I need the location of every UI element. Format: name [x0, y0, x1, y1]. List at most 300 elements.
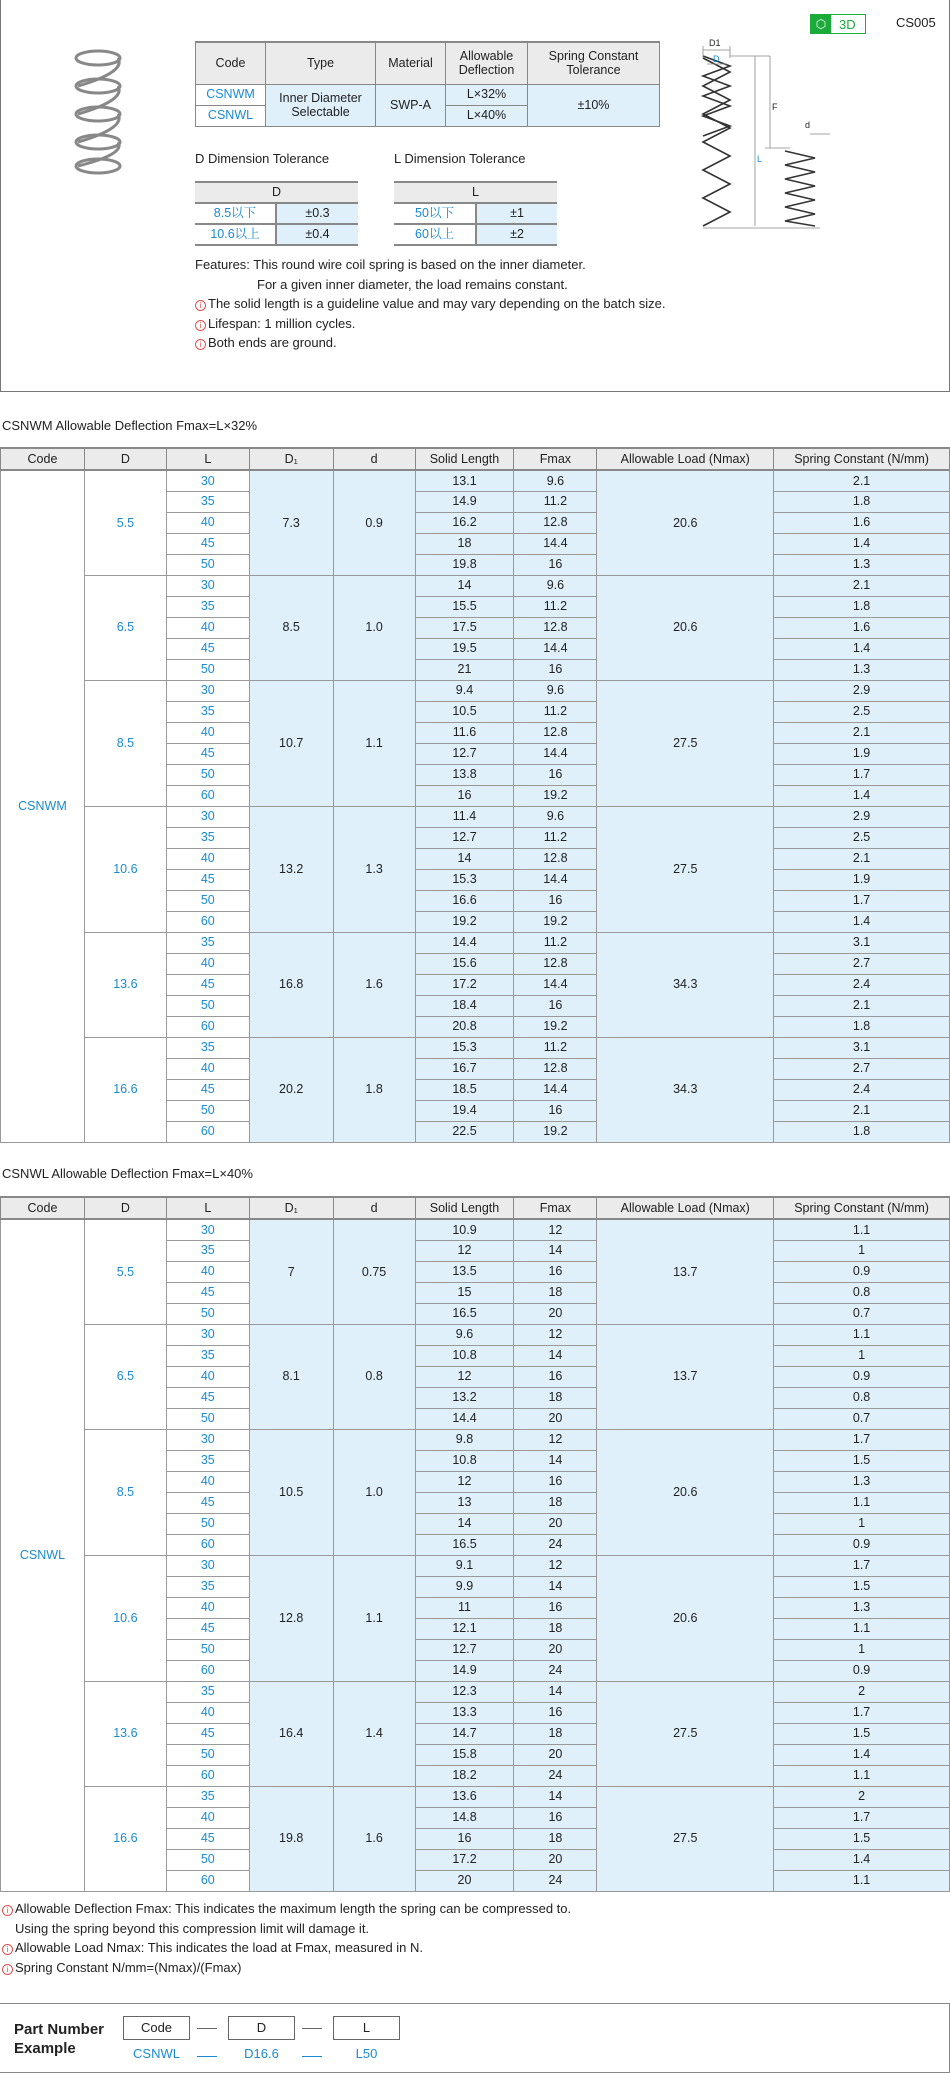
fmax-cell: 11.2 [514, 1037, 597, 1058]
note-text: The solid length is a guideline value and may vary depending on the batch size. [208, 296, 666, 311]
l-cell[interactable]: 35 [166, 596, 249, 617]
product-code: CS005 [896, 15, 936, 30]
l-cell[interactable]: 45 [166, 1828, 249, 1849]
l-cell[interactable]: 35 [166, 491, 249, 512]
fmax-cell: 16 [514, 1807, 597, 1828]
wire-d-cell: 0.9 [333, 470, 415, 575]
l-cell[interactable]: 50 [166, 659, 249, 680]
header-allowable-load: Allowable Load (Nmax) [597, 448, 774, 470]
solid-length-cell: 13.3 [415, 1702, 514, 1723]
header-code: Code [1, 448, 85, 470]
header-solid-length: Solid Length [415, 448, 514, 470]
l-cell[interactable]: 30 [166, 1555, 249, 1576]
l-cell[interactable]: 60 [166, 1870, 249, 1891]
d-cell[interactable]: 13.6 [84, 932, 166, 1037]
l-cell[interactable]: 45 [166, 1387, 249, 1408]
features-block [195, 255, 665, 353]
fmax-cell: 14 [514, 1576, 597, 1597]
l-cell[interactable]: 50 [166, 764, 249, 785]
l-cell[interactable]: 60 [166, 1016, 249, 1037]
spring-constant-cell: 1.7 [774, 1807, 950, 1828]
solid-length-cell: 15.3 [415, 1037, 514, 1058]
spring-constant-cell: 1 [774, 1513, 950, 1534]
l-cell[interactable]: 35 [166, 1037, 249, 1058]
fmax-cell: 18 [514, 1828, 597, 1849]
fmax-cell: 18 [514, 1492, 597, 1513]
spring-constant-cell: 1.4 [774, 1849, 950, 1870]
fmax-cell: 16 [514, 554, 597, 575]
pn-label: Part Number [14, 2021, 105, 2038]
wire-d-cell: 0.75 [333, 1219, 415, 1324]
allowable-load-cell: 20.6 [597, 1429, 774, 1555]
d-cell[interactable]: 13.6 [84, 1681, 166, 1786]
allowable-load-cell: 27.5 [597, 1786, 774, 1891]
solid-length-cell: 16.6 [415, 890, 514, 911]
spring-constant-cell: 1.7 [774, 764, 950, 785]
solid-length-cell: 14.7 [415, 1723, 514, 1744]
fmax-cell: 20 [514, 1744, 597, 1765]
spring-constant-cell: 1.1 [774, 1219, 950, 1240]
l-cell[interactable]: 35 [166, 1576, 249, 1597]
l-cell[interactable]: 30 [166, 1324, 249, 1345]
label-wire-d: d [805, 120, 811, 130]
fmax-cell: 14 [514, 1786, 597, 1807]
allowable-load-cell: 34.3 [597, 932, 774, 1037]
fmax-cell: 11.2 [514, 827, 597, 848]
label-d: D [713, 54, 720, 64]
l-cell[interactable]: 40 [166, 1366, 249, 1387]
d-cell[interactable]: 8.5 [84, 680, 166, 806]
fmax-cell: 11.2 [514, 491, 597, 512]
d1-cell: 20.2 [249, 1037, 333, 1142]
csnwm-spec-table [0, 447, 950, 1143]
l-cell[interactable]: 30 [166, 1219, 249, 1240]
header-spring-constant: Spring Constant (N/mm) [774, 448, 950, 470]
solid-length-cell: 12.1 [415, 1618, 514, 1639]
fmax-cell: 16 [514, 995, 597, 1016]
d1-cell: 10.5 [249, 1429, 333, 1555]
pn-box-d: D [228, 2016, 295, 2040]
d-cell[interactable]: 10.6 [84, 806, 166, 932]
spring-constant-cell: 2.9 [774, 680, 950, 701]
spring-constant-cell: 1.1 [774, 1870, 950, 1891]
d-cell[interactable]: 6.5 [84, 575, 166, 680]
l-cell[interactable]: 50 [166, 1100, 249, 1121]
spring-constant-cell: 1.8 [774, 491, 950, 512]
solid-length-cell: 16.5 [415, 1534, 514, 1555]
d-cell[interactable]: 5.5 [84, 470, 166, 575]
l-cell[interactable]: 45 [166, 974, 249, 995]
spring-constant-cell: 2.1 [774, 470, 950, 491]
spring-constant-cell: 2.7 [774, 953, 950, 974]
solid-length-cell: 21 [415, 659, 514, 680]
fmax-cell: 14.4 [514, 533, 597, 554]
l-cell[interactable]: 45 [166, 533, 249, 554]
l-cell[interactable]: 50 [166, 1639, 249, 1660]
d1-cell: 7.3 [249, 470, 333, 575]
spring-dimension-diagram [695, 38, 835, 248]
pn-label: Example [14, 2040, 76, 2057]
spring-constant-cell: 1.5 [774, 1723, 950, 1744]
l-cell[interactable]: 45 [166, 869, 249, 890]
l-cell[interactable]: 35 [166, 1786, 249, 1807]
spring-constant-cell: 3.1 [774, 932, 950, 953]
fmax-cell: 12.8 [514, 722, 597, 743]
spring-constant-cell: 2.4 [774, 974, 950, 995]
l-cell[interactable]: 60 [166, 911, 249, 932]
solid-length-cell: 14 [415, 848, 514, 869]
solid-length-cell: 13 [415, 1492, 514, 1513]
spring-constant-cell: 1.5 [774, 1450, 950, 1471]
l-cell[interactable]: 35 [166, 1681, 249, 1702]
l-cell[interactable]: 50 [166, 554, 249, 575]
l-cell[interactable]: 40 [166, 953, 249, 974]
table-row [1, 932, 950, 953]
spring-constant-cell: 1.3 [774, 1597, 950, 1618]
solid-length-cell: 9.4 [415, 680, 514, 701]
table-row [1, 1324, 950, 1345]
solid-length-cell: 16.7 [415, 1058, 514, 1079]
header-tolerance: Spring Constant Tolerance [528, 42, 660, 84]
l-cell[interactable]: 60 [166, 785, 249, 806]
spring-constant-cell: 0.9 [774, 1261, 950, 1282]
header-material: Material [376, 42, 446, 84]
l-tolerance-table [394, 181, 557, 246]
solid-length-cell: 10.9 [415, 1219, 514, 1240]
d-cell[interactable]: 16.6 [84, 1786, 166, 1891]
wire-d-cell: 1.8 [333, 1037, 415, 1142]
l-cell[interactable]: 30 [166, 806, 249, 827]
spring-constant-cell: 1.3 [774, 1471, 950, 1492]
solid-length-cell: 12.7 [415, 743, 514, 764]
l-cell[interactable]: 60 [166, 1121, 249, 1142]
solid-length-cell: 20.8 [415, 1016, 514, 1037]
code-link-csnwl[interactable]: CSNWL [196, 105, 266, 126]
d-cell[interactable]: 10.6 [84, 1555, 166, 1681]
fmax-cell: 16 [514, 1366, 597, 1387]
d-cell[interactable]: 6.5 [84, 1324, 166, 1429]
feature-note [195, 333, 665, 353]
solid-length-cell: 11 [415, 1597, 514, 1618]
allowable-load-cell: 20.6 [597, 1555, 774, 1681]
code-cell[interactable]: CSNWM [1, 470, 85, 1142]
fmax-cell: 19.2 [514, 911, 597, 932]
table-row [1, 806, 950, 827]
d-cell[interactable]: 16.6 [84, 1037, 166, 1142]
l-cell[interactable]: 30 [166, 680, 249, 701]
allowable-load-cell: 20.6 [597, 470, 774, 575]
pn-box-l: L [333, 2016, 400, 2040]
table-row [1, 1429, 950, 1450]
header-allowable-load: Allowable Load (Nmax) [597, 1197, 774, 1219]
fmax-cell: 19.2 [514, 785, 597, 806]
d1-cell: 10.7 [249, 680, 333, 806]
spring-constant-cell: 1 [774, 1345, 950, 1366]
l-cell[interactable]: 35 [166, 1345, 249, 1366]
spring-constant-cell: 1.7 [774, 1555, 950, 1576]
spring-constant-cell: 1.4 [774, 911, 950, 932]
fmax-cell: 16 [514, 1471, 597, 1492]
l-tolerance-value: ±2 [476, 224, 557, 245]
wire-d-cell: 1.0 [333, 575, 415, 680]
l-cell[interactable]: 40 [166, 1702, 249, 1723]
table-row [1, 1786, 950, 1807]
header-wire-d: d [333, 1197, 415, 1219]
pn-value-l: L50 [355, 2046, 378, 2061]
spring-constant-cell: 0.9 [774, 1366, 950, 1387]
allowable-load-cell: 27.5 [597, 680, 774, 806]
l-cell[interactable]: 35 [166, 932, 249, 953]
fmax-cell: 16 [514, 1261, 597, 1282]
solid-length-cell: 12.7 [415, 1639, 514, 1660]
header-type: Type [266, 42, 376, 84]
code-link-csnwm[interactable]: CSNWM [196, 84, 266, 105]
spring-constant-cell: 1.7 [774, 1429, 950, 1450]
l-cell[interactable]: 50 [166, 1744, 249, 1765]
fmax-cell: 20 [514, 1639, 597, 1660]
label-l: L [757, 154, 763, 164]
solid-length-cell: 22.5 [415, 1121, 514, 1142]
fmax-cell: 9.6 [514, 470, 597, 491]
fmax-cell: 14.4 [514, 974, 597, 995]
csnwl-spec-table [0, 1196, 950, 1892]
fmax-cell: 16 [514, 890, 597, 911]
solid-length-cell: 14.4 [415, 932, 514, 953]
d-tolerance-value: ±0.4 [276, 224, 358, 245]
fmax-cell: 14 [514, 1681, 597, 1702]
solid-length-cell: 12.3 [415, 1681, 514, 1702]
header-fmax: Fmax [514, 448, 597, 470]
spring-constant-cell: 0.8 [774, 1387, 950, 1408]
fmax-cell: 12 [514, 1219, 597, 1240]
solid-length-cell: 13.5 [415, 1261, 514, 1282]
solid-length-cell: 13.8 [415, 764, 514, 785]
fmax-cell: 12.8 [514, 848, 597, 869]
fmax-cell: 9.6 [514, 806, 597, 827]
spring-constant-cell: 1 [774, 1639, 950, 1660]
d-tolerance-value: ±0.3 [276, 203, 358, 224]
solid-length-cell: 10.8 [415, 1345, 514, 1366]
d-cell[interactable]: 5.5 [84, 1219, 166, 1324]
wire-d-cell: 1.0 [333, 1429, 415, 1555]
tolerance-cell: ±10% [528, 84, 660, 126]
fmax-cell: 9.6 [514, 575, 597, 596]
wire-d-cell: 1.1 [333, 1555, 415, 1681]
l-cell[interactable]: 50 [166, 1849, 249, 1870]
solid-length-cell: 12 [415, 1366, 514, 1387]
fmax-cell: 18 [514, 1723, 597, 1744]
l-cell[interactable]: 45 [166, 1492, 249, 1513]
l-cell[interactable]: 40 [166, 1261, 249, 1282]
l-cell[interactable]: 45 [166, 1618, 249, 1639]
solid-length-cell: 12.7 [415, 827, 514, 848]
solid-length-cell: 19.8 [415, 554, 514, 575]
l-cell[interactable]: 50 [166, 890, 249, 911]
l-cell[interactable]: 45 [166, 638, 249, 659]
solid-length-cell: 13.6 [415, 1786, 514, 1807]
solid-length-cell: 16.2 [415, 512, 514, 533]
table-row [1, 1219, 950, 1240]
fmax-cell: 11.2 [514, 701, 597, 722]
solid-length-cell: 12 [415, 1240, 514, 1261]
l-cell[interactable]: 40 [166, 1807, 249, 1828]
spring-constant-cell: 1.6 [774, 617, 950, 638]
l-cell[interactable]: 50 [166, 995, 249, 1016]
cube-icon: ⬡ [811, 15, 831, 33]
table-row [1, 680, 950, 701]
l-cell[interactable]: 40 [166, 512, 249, 533]
wire-d-cell: 1.6 [333, 1786, 415, 1891]
fmax-cell: 14.4 [514, 869, 597, 890]
info-icon: i [195, 320, 206, 331]
fmax-cell: 12 [514, 1555, 597, 1576]
fmax-cell: 19.2 [514, 1016, 597, 1037]
d1-cell: 19.8 [249, 1786, 333, 1891]
spring-constant-cell: 1.4 [774, 1744, 950, 1765]
d1-cell: 16.4 [249, 1681, 333, 1786]
part-number-example [0, 2003, 950, 2073]
spring-constant-cell: 1.3 [774, 659, 950, 680]
spring-constant-cell: 2.1 [774, 722, 950, 743]
solid-length-cell: 18 [415, 533, 514, 554]
d-tolerance-table [195, 181, 358, 246]
solid-length-cell: 14 [415, 575, 514, 596]
d-tolerance-title: D Dimension Tolerance [195, 151, 330, 166]
fmax-cell: 24 [514, 1870, 597, 1891]
solid-length-cell: 9.8 [415, 1429, 514, 1450]
wire-d-cell: 1.3 [333, 806, 415, 932]
deflection-cell: L×40% [446, 105, 528, 126]
solid-length-cell: 15.5 [415, 596, 514, 617]
3d-view-button[interactable] [810, 14, 866, 34]
l-cell[interactable]: 50 [166, 1408, 249, 1429]
solid-length-cell: 17.5 [415, 617, 514, 638]
header-wire-d: d [333, 448, 415, 470]
label-f: F [772, 102, 778, 112]
l-cell[interactable]: 35 [166, 1450, 249, 1471]
wire-d-cell: 1.1 [333, 680, 415, 806]
csnwm-table-title: CSNWM Allowable Deflection Fmax=L×32% [2, 418, 258, 433]
spring-constant-cell: 1.4 [774, 785, 950, 806]
fmax-cell: 12 [514, 1429, 597, 1450]
solid-length-cell: 19.2 [415, 911, 514, 932]
d-range: 8.5以下 [195, 203, 276, 224]
d1-cell: 7 [249, 1219, 333, 1324]
spring-constant-cell: 2.1 [774, 575, 950, 596]
fmax-cell: 19.2 [514, 1121, 597, 1142]
solid-length-cell: 10.8 [415, 1450, 514, 1471]
spring-constant-cell: 0.7 [774, 1408, 950, 1429]
allowable-load-cell: 27.5 [597, 1681, 774, 1786]
l-cell[interactable]: 30 [166, 470, 249, 491]
l-cell[interactable]: 35 [166, 701, 249, 722]
l-cell[interactable]: 60 [166, 1660, 249, 1681]
solid-length-cell: 17.2 [415, 974, 514, 995]
header-d1: D₁ [249, 448, 333, 470]
spring-constant-cell: 1.1 [774, 1765, 950, 1786]
l-cell[interactable]: 60 [166, 1534, 249, 1555]
fmax-cell: 12.8 [514, 1058, 597, 1079]
spring-constant-cell: 0.9 [774, 1534, 950, 1555]
spring-photo [60, 44, 140, 184]
l-cell[interactable]: 40 [166, 1058, 249, 1079]
pn-value-code: CSNWL [133, 2046, 180, 2061]
l-cell[interactable]: 40 [166, 1597, 249, 1618]
fmax-cell: 14.4 [514, 1079, 597, 1100]
l-cell[interactable]: 40 [166, 722, 249, 743]
l-cell[interactable]: 40 [166, 1471, 249, 1492]
fmax-cell: 20 [514, 1849, 597, 1870]
solid-length-cell: 14.4 [415, 1408, 514, 1429]
spring-constant-cell: 2.5 [774, 701, 950, 722]
spring-constant-cell: 1 [774, 1240, 950, 1261]
solid-length-cell: 9.9 [415, 1576, 514, 1597]
allowable-load-cell: 13.7 [597, 1219, 774, 1324]
l-cell[interactable]: 30 [166, 575, 249, 596]
l-cell[interactable]: 30 [166, 1429, 249, 1450]
solid-length-cell: 18.4 [415, 995, 514, 1016]
d1-cell: 8.1 [249, 1324, 333, 1429]
spring-constant-cell: 1.8 [774, 1121, 950, 1142]
allowable-load-cell: 13.7 [597, 1324, 774, 1429]
l-range: 60以上 [394, 224, 476, 245]
header-d: D [84, 448, 166, 470]
fmax-cell: 24 [514, 1765, 597, 1786]
solid-length-cell: 15.6 [415, 953, 514, 974]
l-cell[interactable]: 45 [166, 1282, 249, 1303]
l-cell[interactable]: 50 [166, 1513, 249, 1534]
l-cell[interactable]: 45 [166, 1079, 249, 1100]
l-cell[interactable]: 45 [166, 1723, 249, 1744]
fmax-cell: 14.4 [514, 743, 597, 764]
spring-constant-cell: 2.1 [774, 995, 950, 1016]
header-spring-constant: Spring Constant (N/mm) [774, 1197, 950, 1219]
spring-constant-cell: 2 [774, 1681, 950, 1702]
spring-constant-cell: 1.8 [774, 1016, 950, 1037]
spec-table [195, 41, 660, 127]
l-tolerance-value: ±1 [476, 203, 557, 224]
note-text: Spring Constant N/mm=(Nmax)/(Fmax) [15, 1959, 242, 1975]
allowable-load-cell: 27.5 [597, 806, 774, 932]
l-cell[interactable]: 50 [166, 1303, 249, 1324]
feature-note [195, 294, 665, 314]
l-cell[interactable]: 40 [166, 617, 249, 638]
notes-block [2, 1899, 571, 1977]
code-cell[interactable]: CSNWL [1, 1219, 85, 1891]
solid-length-cell: 15.8 [415, 1744, 514, 1765]
allowable-load-cell: 20.6 [597, 575, 774, 680]
solid-length-cell: 13.1 [415, 470, 514, 491]
l-cell[interactable]: 35 [166, 827, 249, 848]
feature-note [195, 314, 665, 334]
type-cell: Inner Diameter Selectable [266, 84, 376, 126]
spring-constant-cell: 0.9 [774, 1660, 950, 1681]
l-cell[interactable]: 45 [166, 743, 249, 764]
spring-constant-cell: 1.8 [774, 596, 950, 617]
l-cell[interactable]: 40 [166, 848, 249, 869]
l-cell[interactable]: 60 [166, 1765, 249, 1786]
solid-length-cell: 10.5 [415, 701, 514, 722]
solid-length-cell: 19.4 [415, 1100, 514, 1121]
d-cell[interactable]: 8.5 [84, 1429, 166, 1555]
fmax-cell: 14 [514, 1450, 597, 1471]
fmax-cell: 14.4 [514, 638, 597, 659]
spring-constant-cell: 1.3 [774, 554, 950, 575]
l-cell[interactable]: 35 [166, 1240, 249, 1261]
d1-cell: 8.5 [249, 575, 333, 680]
d1-cell: 13.2 [249, 806, 333, 932]
info-icon: i [2, 1964, 13, 1975]
